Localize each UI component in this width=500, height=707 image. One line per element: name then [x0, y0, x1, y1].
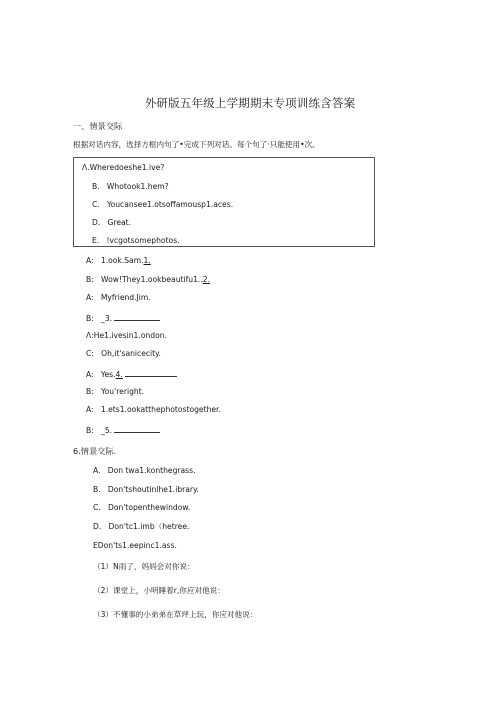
- dialogue-line-5: Λ:He1.ivesin1.ondon.: [86, 331, 167, 340]
- blank-1: 1.: [143, 256, 151, 265]
- option-d: D. Great.: [92, 218, 132, 227]
- option-e: E. !vcgotsomephotos.: [92, 236, 180, 245]
- s2-option-a: A. Don twa1.konthegrass.: [93, 466, 196, 475]
- s2-option-c: C. Don'topenthewindow.: [93, 503, 191, 512]
- dialogue-line-7: A: Yes.4.: [86, 368, 177, 380]
- dialogue-line-2: B: Wow!They1.ookbeautifu1..2.: [86, 275, 210, 284]
- question-1: （1）N雨了，妈妈会对你说：: [93, 562, 195, 571]
- s2-option-e: EDon'ts1.eepinc1.ass.: [93, 541, 177, 550]
- dialogue-line-4: B: _3.: [86, 312, 160, 324]
- option-a: Λ.Wheredoeshe1.ive?: [82, 163, 165, 172]
- blank-3-line[interactable]: [114, 312, 160, 321]
- page-title: 外研版五年级上学期期末专项训练含答案: [144, 96, 356, 110]
- section2-heading: 6.情景交际.: [73, 446, 117, 456]
- option-c: C. Youcansee1.otsoffamousp1.aces.: [92, 200, 234, 209]
- s2-option-d: D. Don'tc1.imb（hetree.: [93, 522, 190, 531]
- blank-4: 4.: [115, 370, 123, 379]
- s2-option-b: B. Don'tshoutinlhe1.ibrary.: [93, 485, 199, 494]
- blank-4-line[interactable]: [125, 368, 177, 377]
- dialogue-line-10: B: _5.: [86, 424, 160, 436]
- dialogue-line-8: B: You'reright.: [86, 387, 145, 396]
- dialogue-line-3: A: Myfriend.Jim.: [86, 293, 151, 302]
- dialogue-line-1: A: 1.ook.Sam.1.: [86, 256, 151, 265]
- dialogue-line-6: C: Oh,it'sanicecity.: [86, 349, 161, 358]
- blank-2: 2.: [202, 275, 210, 284]
- dialogue-line-9: A: 1.ets1.ookatthephotostogether.: [86, 405, 221, 414]
- section1-heading: 一、情景交际: [73, 121, 123, 131]
- option-b: B. Whotook1.hem?: [92, 182, 169, 191]
- question-3: （3）不懂事的小弟弟在草坪上玩，你应对他说：: [93, 610, 258, 619]
- question-2: （2）课堂上，小明睡着r,你应对他说：: [93, 586, 225, 595]
- blank-5-line[interactable]: [114, 424, 160, 433]
- section1-instruction: 根据对话内容，选择方框内句了•完成下列对话。每个句了·只能使用•次。: [73, 140, 320, 149]
